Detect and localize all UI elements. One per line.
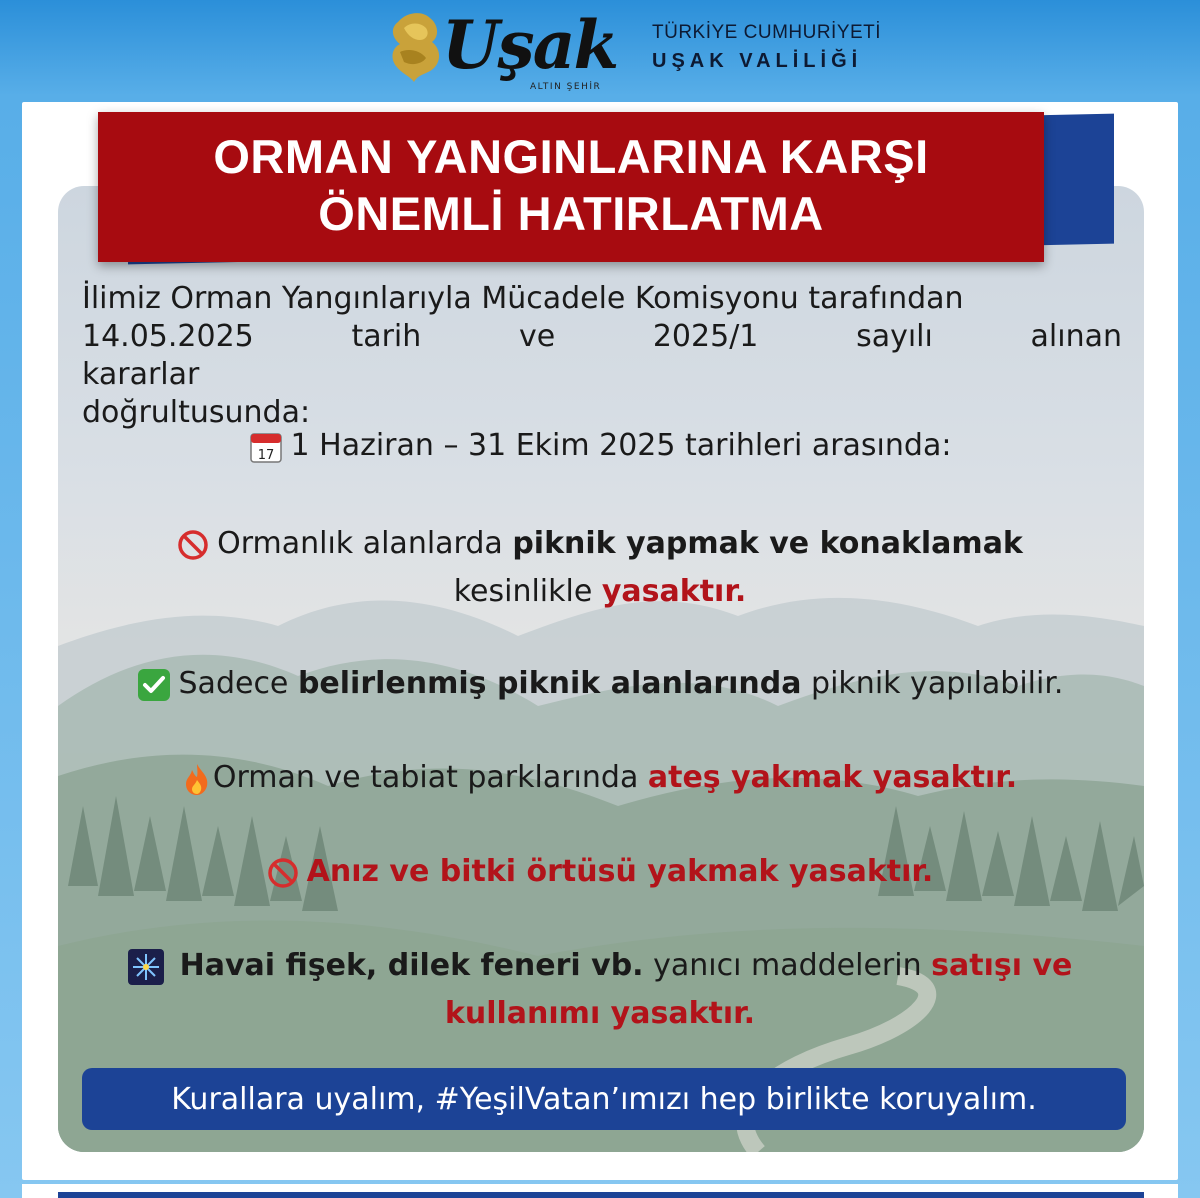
- date-range-text: 1 Haziran – 31 Ekim 2025 tarihleri arasında:: [290, 428, 952, 463]
- rule-fire-ban: [70, 756, 1130, 800]
- designated-bold: belirlenmiş piknik alanlarında: [297, 666, 802, 701]
- stubble-ban-red: Anız ve bitki örtüsü yakmak yasaktır.: [306, 854, 934, 889]
- bottom-card-edge: [58, 1192, 1144, 1198]
- rule-stubble-ban: [70, 850, 1130, 894]
- slogan-banner: [82, 1068, 1126, 1130]
- picnic-ban-prefix: Ormanlık alanlarda: [217, 526, 513, 561]
- rule-picnic-ban-line-2: [70, 570, 1130, 614]
- golden-figure-emblem-icon: [380, 8, 450, 88]
- intro-paragraph: [82, 280, 1122, 432]
- fireworks-red-1: satışı ve: [931, 948, 1073, 983]
- fireworks-red-2: kullanımı yasaktır.: [444, 996, 756, 1031]
- designated-suffix: piknik yapılabilir.: [801, 666, 1064, 701]
- slogan-text: Kurallara uyalım, #YeşilVatan’ımızı hep birlikte koruyalım.: [171, 1081, 1037, 1117]
- fireworks-bold: Havai fişek, dilek feneri vb.: [179, 948, 644, 983]
- fireworks-icon: [128, 949, 164, 985]
- logo-wordmark: Uşak: [442, 6, 618, 84]
- designated-prefix: Sadece: [178, 666, 298, 701]
- logo-tagline: ALTIN ŞEHİR: [530, 82, 602, 92]
- svg-text:17: 17: [257, 447, 274, 463]
- prohibited-icon: [177, 529, 209, 561]
- rule-designated-areas: [70, 662, 1130, 706]
- calendar-icon: [249, 430, 283, 464]
- date-range-line: [70, 424, 1130, 468]
- usak-logo: [380, 6, 630, 96]
- header: [0, 0, 1200, 100]
- rule-picnic-ban: [70, 522, 1130, 566]
- picnic-ban-red: yasaktır.: [601, 574, 747, 609]
- title-line-2: ÖNEMLİ HATIRLATMA: [318, 187, 824, 240]
- intro-line-1: İlimiz Orman Yangınlarıyla Mücadele Komisyonu tarafından: [82, 281, 964, 316]
- republic-label: TÜRKİYE CUMHURİYETİ: [652, 22, 882, 43]
- page-title: [98, 128, 1044, 242]
- governorship-name: UŞAK VALİLİĞİ: [652, 50, 863, 72]
- prohibited-icon: [267, 857, 299, 889]
- rule-fireworks-ban-line-2: [70, 992, 1130, 1036]
- picnic-ban-bold: piknik yapmak ve konaklamak: [512, 526, 1023, 561]
- governorship-label: [652, 22, 881, 73]
- check-mark-icon: [137, 668, 171, 702]
- intro-line-2: 14.05.2025 tarih ve 2025/1 sayılı alınan kararlar: [82, 319, 1122, 392]
- fire-ban-prefix: Orman ve tabiat parklarında: [212, 760, 648, 795]
- fireworks-middle: yanıcı maddelerin: [643, 948, 932, 983]
- rule-fireworks-ban: [70, 944, 1130, 988]
- fire-ban-red: ateş yakmak yasaktır.: [647, 760, 1018, 795]
- fire-icon: [183, 762, 211, 796]
- picnic-ban-line2-prefix: kesinlikle: [453, 574, 602, 609]
- title-line-1: ORMAN YANGINLARINA KARŞI: [213, 130, 929, 183]
- intro-line-3: doğrultusunda:: [82, 395, 311, 430]
